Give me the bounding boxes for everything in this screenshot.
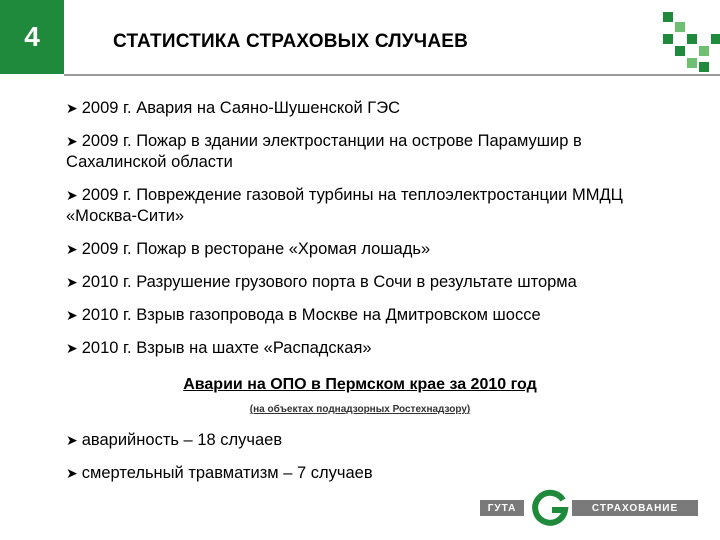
list-item: ➤ 2010 г. Разрушение грузового порта в Сочи в результате шторма bbox=[66, 273, 577, 291]
incident-list bbox=[66, 98, 666, 371]
list-item: ➤ 2010 г. Взрыв на шахте «Распадская» bbox=[66, 339, 372, 357]
deco-square bbox=[663, 12, 673, 22]
subsection-note: (на объектах поднадзорных Ростехнадзору) bbox=[249, 404, 471, 415]
company-logo bbox=[480, 488, 700, 528]
arrow-bullet-icon: ➤ bbox=[66, 241, 78, 257]
arrow-bullet-icon: ➤ bbox=[66, 340, 78, 356]
deco-square bbox=[699, 62, 709, 72]
statistics-list bbox=[66, 430, 666, 496]
slide-number: 4 bbox=[24, 21, 40, 52]
g-logo-icon bbox=[530, 488, 570, 528]
deco-square bbox=[675, 46, 685, 56]
list-item: ➤ 2009 г. Авария на Саяно-Шушенской ГЭС bbox=[66, 99, 400, 117]
arrow-bullet-icon: ➤ bbox=[66, 187, 78, 203]
arrow-bullet-icon: ➤ bbox=[66, 465, 78, 481]
list-item: ➤ 2009 г. Повреждение газовой турбины на теплоэлектростанции ММДЦ «Москва-Сити» bbox=[66, 186, 623, 225]
list-item: ➤ 2010 г. Взрыв газопровода в Москве на Дмитровском шоссе bbox=[66, 306, 541, 324]
subsection-title: Аварии на ОПО в Пермском крае за 2010 год bbox=[183, 376, 537, 393]
arrow-bullet-icon: ➤ bbox=[66, 274, 78, 290]
list-item: ➤ смертельный травматизм – 7 случаев bbox=[66, 464, 373, 482]
deco-square bbox=[687, 58, 697, 68]
decorative-squares bbox=[0, 0, 720, 80]
page-title: СТАТИСТИКА СТРАХОВЫХ СЛУЧАЕВ bbox=[113, 31, 469, 52]
list-item: ➤ аварийность – 18 случаев bbox=[66, 431, 283, 449]
arrow-bullet-icon: ➤ bbox=[66, 133, 78, 149]
deco-square bbox=[663, 34, 673, 44]
list-item: ➤ 2009 г. Пожар в ресторане «Хромая лошадь» bbox=[66, 240, 431, 258]
arrow-bullet-icon: ➤ bbox=[66, 432, 78, 448]
arrow-bullet-icon: ➤ bbox=[66, 307, 78, 323]
deco-square bbox=[687, 34, 697, 44]
deco-square bbox=[711, 34, 720, 44]
deco-square bbox=[699, 46, 709, 56]
logo-left-text: ГУТА bbox=[480, 500, 524, 516]
arrow-bullet-icon: ➤ bbox=[66, 100, 78, 116]
logo-right-text: СТРАХОВАНИЕ bbox=[572, 500, 698, 516]
list-item: ➤ 2009 г. Пожар в здании электростанции на острове Парамушир в Сахалинской области bbox=[66, 132, 582, 171]
deco-square bbox=[675, 22, 685, 32]
